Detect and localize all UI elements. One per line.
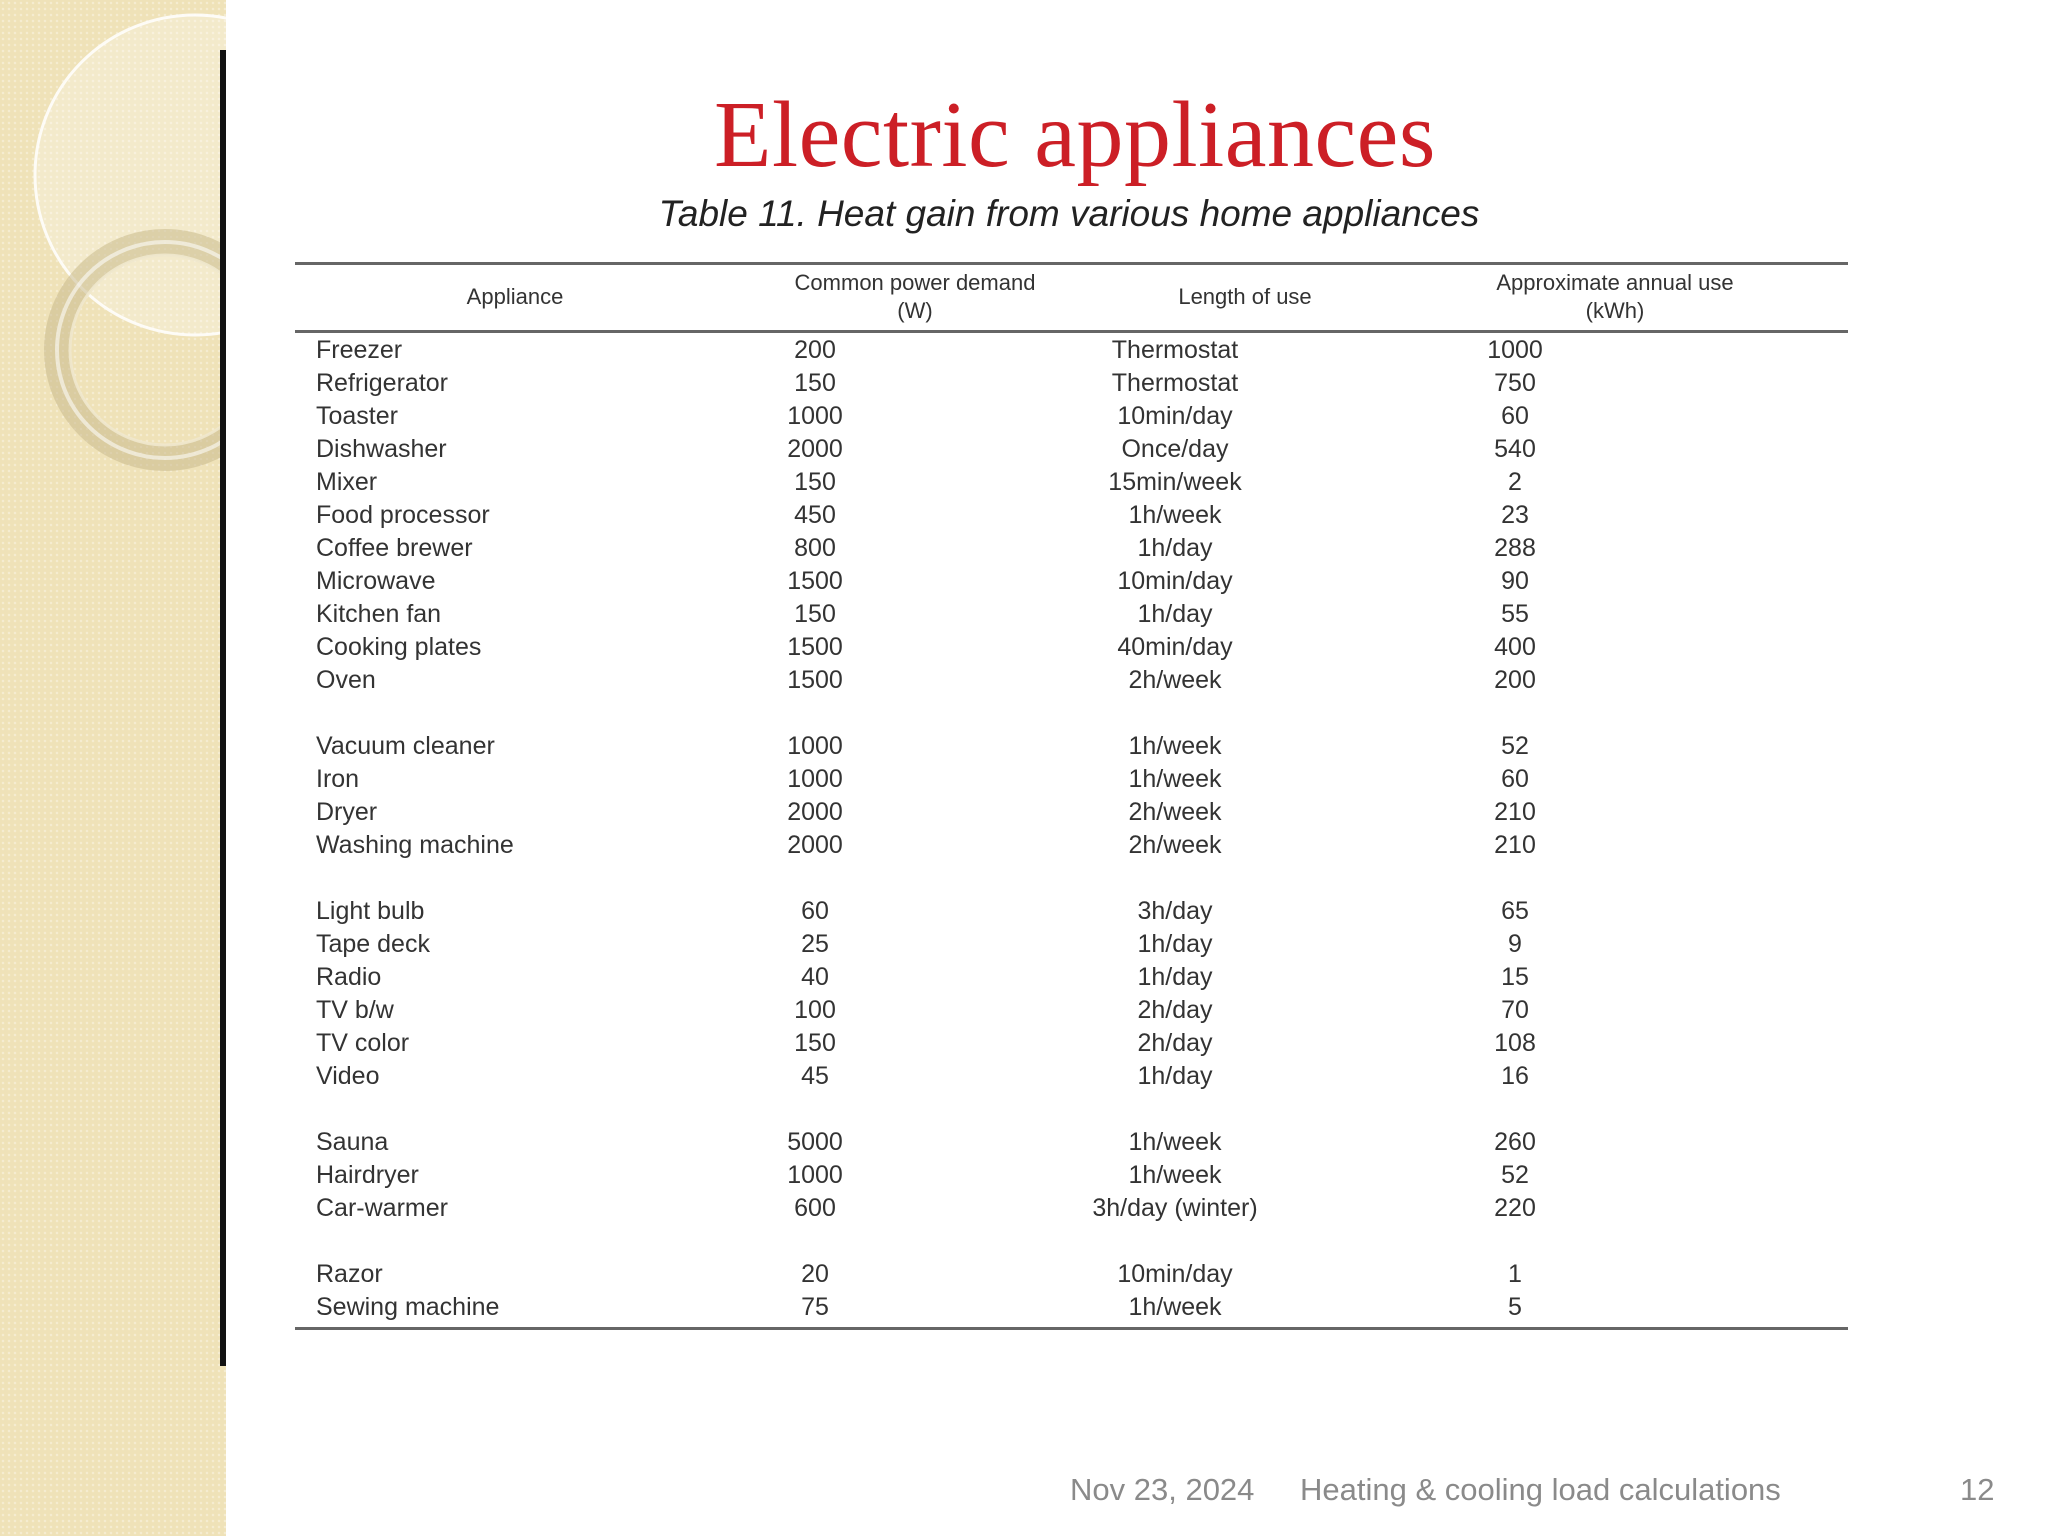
cell-power: 75 bbox=[801, 1293, 829, 1321]
cell-appliance: Coffee brewer bbox=[316, 534, 473, 562]
cell-power: 5000 bbox=[787, 1128, 843, 1156]
footer-title: Heating & cooling load calculations bbox=[1300, 1472, 1781, 1507]
cell-power: 150 bbox=[794, 468, 836, 496]
cell-length: 10min/day bbox=[1117, 567, 1233, 595]
cell-power: 1500 bbox=[787, 633, 843, 661]
table-row bbox=[295, 1060, 1848, 1093]
cell-appliance: Kitchen fan bbox=[316, 600, 442, 628]
cell-appliance: Sauna bbox=[316, 1128, 389, 1156]
cell-length: 3h/day bbox=[1137, 897, 1213, 925]
table-row bbox=[295, 598, 1848, 631]
table-row bbox=[295, 1159, 1848, 1192]
table-row bbox=[295, 895, 1848, 928]
cell-appliance: Hairdryer bbox=[316, 1161, 419, 1189]
appliance-table bbox=[254, 192, 1854, 1342]
table-row bbox=[295, 829, 1848, 862]
cell-length: 2h/day bbox=[1137, 996, 1213, 1024]
cell-annual: 400 bbox=[1494, 633, 1536, 661]
cell-power: 1000 bbox=[787, 1161, 843, 1189]
cell-length: 1h/day bbox=[1137, 534, 1213, 562]
table-row bbox=[295, 565, 1848, 598]
cell-annual: 200 bbox=[1494, 666, 1536, 694]
table-row bbox=[295, 928, 1848, 961]
cell-appliance: Car-warmer bbox=[316, 1194, 448, 1222]
table-row bbox=[295, 994, 1848, 1027]
cell-appliance: Tape deck bbox=[316, 930, 430, 958]
table-row bbox=[295, 664, 1848, 697]
cell-power: 100 bbox=[794, 996, 836, 1024]
table-row bbox=[295, 334, 1848, 367]
table-row bbox=[295, 961, 1848, 994]
cell-power: 20 bbox=[801, 1260, 829, 1288]
cell-annual: 60 bbox=[1501, 402, 1529, 430]
header-power-demand: Common power demand (W) bbox=[794, 270, 1036, 323]
table-header-rule bbox=[295, 330, 1848, 333]
cell-power: 200 bbox=[794, 336, 836, 364]
cell-annual: 15 bbox=[1501, 963, 1529, 991]
table-row bbox=[295, 1126, 1848, 1159]
cell-annual: 210 bbox=[1494, 831, 1536, 859]
cell-appliance: Iron bbox=[316, 765, 360, 793]
cell-annual: 2 bbox=[1508, 468, 1522, 496]
table-row bbox=[295, 796, 1848, 829]
cell-annual: 750 bbox=[1494, 369, 1536, 397]
cell-length: 3h/day (winter) bbox=[1092, 1194, 1258, 1222]
table-row bbox=[295, 763, 1848, 796]
cell-annual: 108 bbox=[1494, 1029, 1536, 1057]
sidebar-divider bbox=[220, 50, 226, 1366]
cell-annual: 288 bbox=[1494, 534, 1536, 562]
cell-power: 1500 bbox=[787, 567, 843, 595]
cell-appliance: Freezer bbox=[316, 336, 403, 364]
cell-length: 2h/day bbox=[1137, 1029, 1213, 1057]
cell-power: 2000 bbox=[787, 798, 843, 826]
table-row bbox=[295, 400, 1848, 433]
cell-annual: 52 bbox=[1501, 732, 1529, 760]
cell-length: 40min/day bbox=[1117, 633, 1233, 661]
decorative-rings-graphic bbox=[0, 0, 226, 560]
table-caption: Table 11. Heat gain from various home appliances bbox=[658, 193, 1480, 234]
cell-appliance: Sewing machine bbox=[316, 1293, 500, 1321]
cell-length: 2h/week bbox=[1128, 666, 1222, 694]
cell-power: 800 bbox=[794, 534, 836, 562]
cell-power: 600 bbox=[794, 1194, 836, 1222]
header-appliance: Appliance bbox=[466, 284, 564, 309]
cell-annual: 1000 bbox=[1487, 336, 1543, 364]
table-row bbox=[295, 433, 1848, 466]
cell-length: Once/day bbox=[1121, 435, 1229, 463]
cell-power: 1500 bbox=[787, 666, 843, 694]
cell-appliance: Video bbox=[316, 1062, 380, 1090]
cell-length: 1h/day bbox=[1137, 963, 1213, 991]
cell-length: 1h/week bbox=[1128, 765, 1222, 793]
cell-length: Thermostat bbox=[1111, 336, 1239, 364]
cell-annual: 260 bbox=[1494, 1128, 1536, 1156]
cell-length: 1h/week bbox=[1128, 732, 1222, 760]
cell-appliance: Toaster bbox=[316, 402, 398, 430]
table-row bbox=[295, 466, 1848, 499]
cell-appliance: Microwave bbox=[316, 567, 436, 595]
cell-appliance: Radio bbox=[316, 963, 382, 991]
cell-length: 1h/day bbox=[1137, 1062, 1213, 1090]
cell-power: 25 bbox=[801, 930, 829, 958]
table-row bbox=[295, 1027, 1848, 1060]
cell-annual: 540 bbox=[1494, 435, 1536, 463]
cell-annual: 16 bbox=[1501, 1062, 1529, 1090]
cell-appliance: TV b/w bbox=[316, 996, 394, 1024]
cell-power: 1000 bbox=[787, 765, 843, 793]
cell-length: 10min/day bbox=[1117, 402, 1233, 430]
cell-length: 15min/week bbox=[1108, 468, 1242, 496]
cell-appliance: Washing machine bbox=[316, 831, 514, 859]
cell-power: 1000 bbox=[787, 402, 843, 430]
decorative-sidebar bbox=[0, 0, 226, 1536]
cell-length: 2h/week bbox=[1128, 831, 1222, 859]
cell-annual: 23 bbox=[1501, 501, 1529, 529]
cell-annual: 1 bbox=[1508, 1260, 1522, 1288]
cell-appliance: Dryer bbox=[316, 798, 378, 826]
cell-power: 450 bbox=[794, 501, 836, 529]
cell-annual: 9 bbox=[1508, 930, 1522, 958]
header-length-of-use: Length of use bbox=[1178, 284, 1312, 309]
cell-power: 1000 bbox=[787, 732, 843, 760]
table-row bbox=[295, 499, 1848, 532]
cell-annual: 210 bbox=[1494, 798, 1536, 826]
table-row bbox=[295, 367, 1848, 400]
footer-date: Nov 23, 2024 bbox=[1070, 1472, 1255, 1507]
cell-length: 1h/week bbox=[1128, 1128, 1222, 1156]
table-top-rule bbox=[295, 262, 1848, 265]
cell-length: 10min/day bbox=[1117, 1260, 1233, 1288]
cell-appliance: Dishwasher bbox=[316, 435, 447, 463]
footer-page-number: 12 bbox=[1960, 1472, 1995, 1507]
cell-appliance: Refrigerator bbox=[316, 369, 448, 397]
cell-power: 150 bbox=[794, 1029, 836, 1057]
cell-annual: 220 bbox=[1494, 1194, 1536, 1222]
cell-annual: 90 bbox=[1501, 567, 1529, 595]
cell-appliance: Food processor bbox=[316, 501, 490, 529]
cell-length: 1h/week bbox=[1128, 501, 1222, 529]
cell-length: 1h/day bbox=[1137, 930, 1213, 958]
cell-annual: 5 bbox=[1508, 1293, 1522, 1321]
cell-power: 150 bbox=[794, 600, 836, 628]
cell-annual: 70 bbox=[1501, 996, 1529, 1024]
table-row bbox=[295, 730, 1848, 763]
cell-length: 1h/week bbox=[1128, 1161, 1222, 1189]
cell-appliance: Mixer bbox=[316, 468, 378, 496]
cell-length: 2h/week bbox=[1128, 798, 1222, 826]
cell-length: 1h/day bbox=[1137, 600, 1213, 628]
cell-appliance: Oven bbox=[316, 666, 376, 694]
cell-power: 40 bbox=[801, 963, 829, 991]
table-row bbox=[295, 1291, 1848, 1324]
table-row bbox=[295, 1258, 1848, 1291]
cell-appliance: Light bulb bbox=[316, 897, 425, 925]
table-row bbox=[295, 631, 1848, 664]
cell-power: 2000 bbox=[787, 435, 843, 463]
cell-appliance: Cooking plates bbox=[316, 633, 482, 661]
cell-appliance: Vacuum cleaner bbox=[316, 732, 495, 760]
header-annual-use: Approximate annual use (kWh) bbox=[1496, 270, 1734, 323]
cell-annual: 60 bbox=[1501, 765, 1529, 793]
table-row bbox=[295, 532, 1848, 565]
cell-length: 1h/week bbox=[1128, 1293, 1222, 1321]
cell-annual: 55 bbox=[1501, 600, 1529, 628]
table-bottom-rule bbox=[295, 1327, 1848, 1330]
cell-annual: 65 bbox=[1501, 897, 1529, 925]
cell-power: 45 bbox=[801, 1062, 829, 1090]
cell-appliance: TV color bbox=[316, 1029, 410, 1057]
cell-appliance: Razor bbox=[316, 1260, 383, 1288]
cell-length: Thermostat bbox=[1111, 369, 1239, 397]
cell-power: 2000 bbox=[787, 831, 843, 859]
cell-power: 150 bbox=[794, 369, 836, 397]
cell-power: 60 bbox=[801, 897, 829, 925]
cell-annual: 52 bbox=[1501, 1161, 1529, 1189]
slide-title: Electric appliances bbox=[714, 83, 1436, 187]
table-row bbox=[295, 1192, 1848, 1225]
